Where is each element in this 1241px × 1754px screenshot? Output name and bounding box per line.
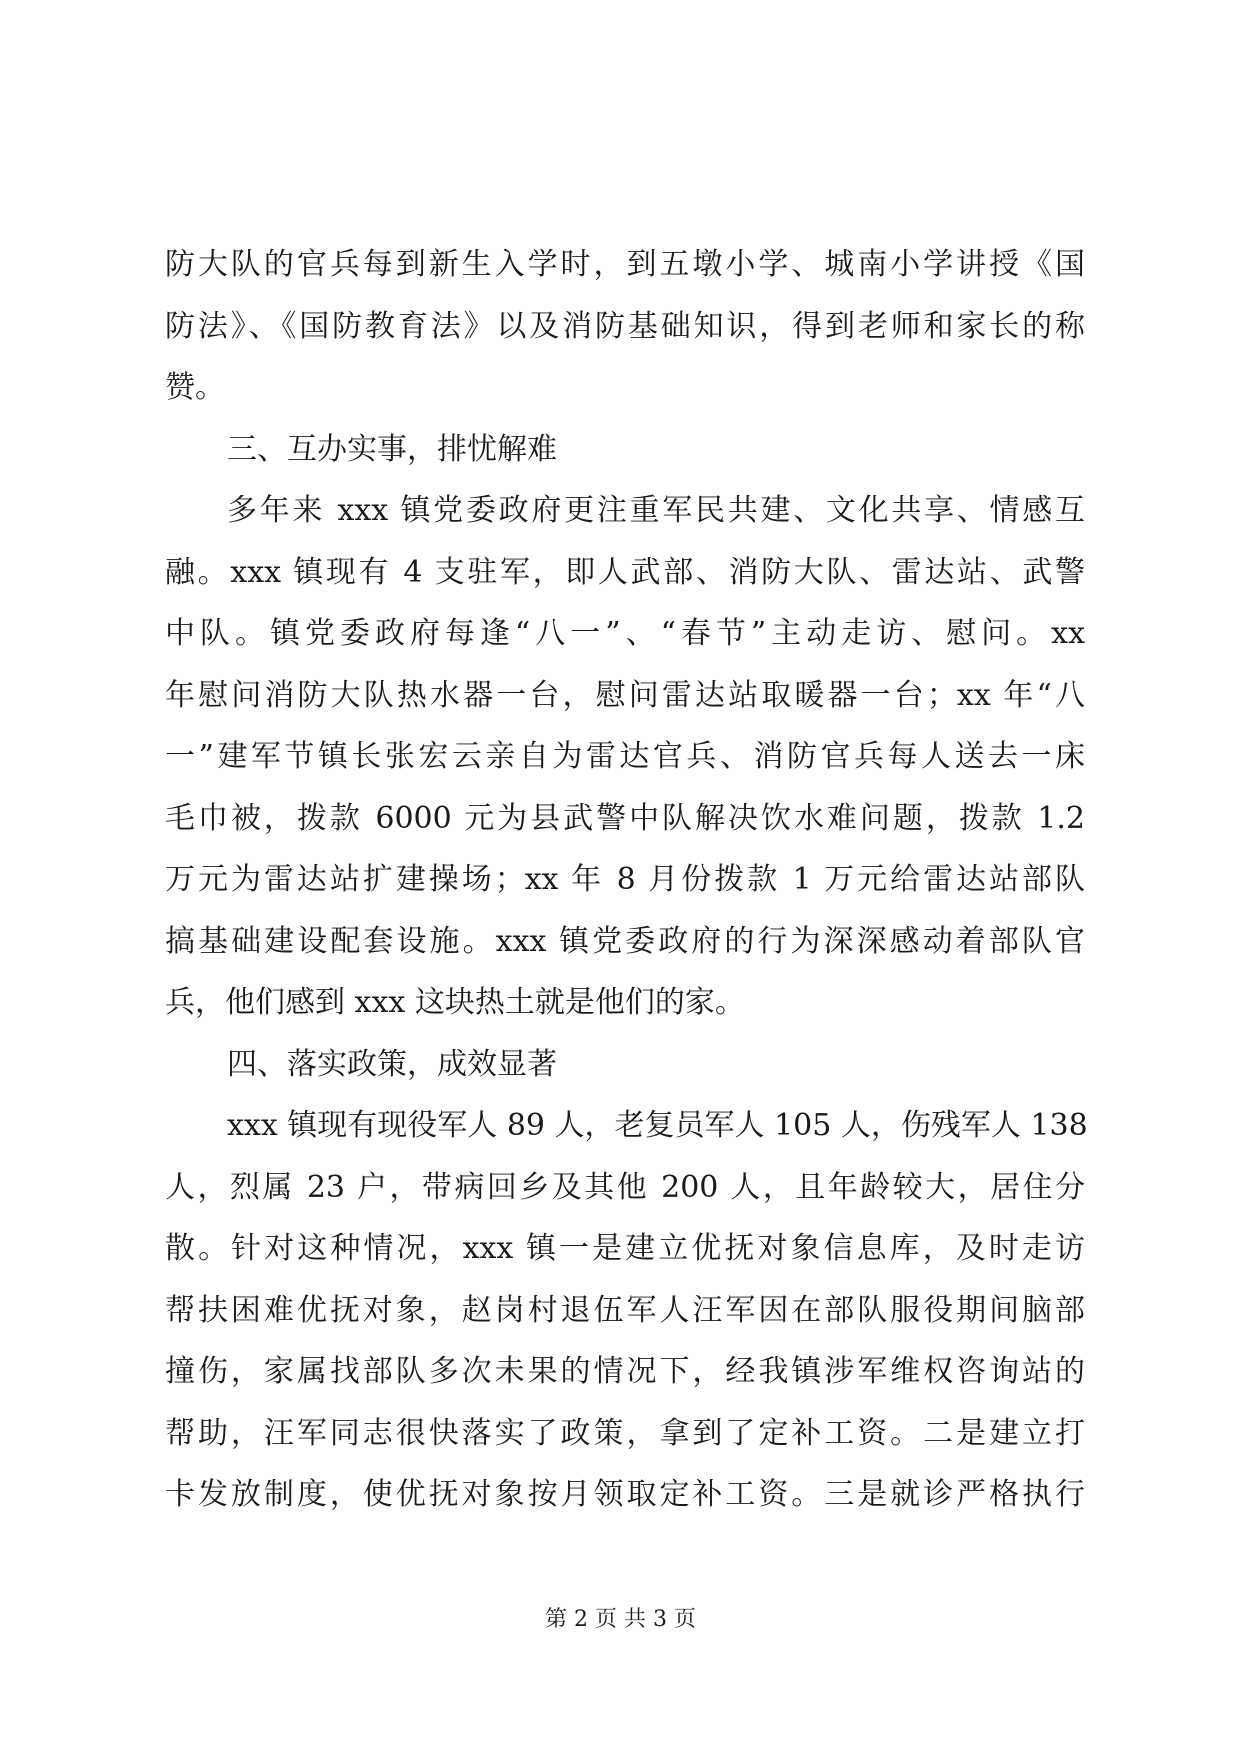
- text-line: 中队。镇党委政府每逢“八一”、“春节”主动走访、慰问。xx: [165, 616, 1085, 651]
- text-line: 卡发放制度，使优抚对象按月领取定补工资。三是就诊严格执行: [165, 1477, 1085, 1512]
- text-line: 撞伤，家属找部队多次未果的情况下，经我镇涉军维权咨询站的: [165, 1354, 1085, 1389]
- text-line: 年慰问消防大队热水器一台，慰问雷达站取暖器一台；xx 年“八: [165, 677, 1085, 713]
- text-line: 帮助，汪军同志很快落实了政策，拿到了定补工资。二是建立打: [165, 1415, 1085, 1451]
- text-line: 融。xxx 镇现有 4 支驻军，即人武部、消防大队、雷达站、武警: [165, 554, 1085, 590]
- text-line: 万元为雷达站扩建操场；xx 年 8 月份拨款 1 万元给雷达站部队: [165, 862, 1085, 897]
- text-line: 多年来 xxx 镇党委政府更注重军民共建、文化共享、情感互: [227, 493, 1085, 528]
- section-heading: 四、落实政策，成效显著: [227, 1046, 557, 1082]
- text-line: 一”建军节镇长张宏云亲自为雷达官兵、消防官兵每人送去一床: [165, 739, 1085, 774]
- document-body: [165, 234, 1088, 1526]
- text-line: 人，烈属 23 户，带病回乡及其他 200 人，且年龄较大，居住分: [165, 1169, 1085, 1205]
- text-line: 防法》、《国防教育法》以及消防基础知识，得到老师和家长的称: [165, 308, 1085, 344]
- text-line: 毛巾被，拨款 6000 元为县武警中队解决饮水难问题，拨款 1.2: [165, 800, 1085, 836]
- text-line: 帮扶困难优抚对象，赵岗村退伍军人汪军因在部队服役期间脑部: [165, 1292, 1085, 1328]
- section-heading: 三、互办实事，排忧解难: [227, 431, 557, 467]
- text-line: 赞。: [165, 370, 225, 405]
- text-line: 兵，他们感到 xxx 这块热土就是他们的家。: [165, 985, 745, 1020]
- text-line: 散。针对这种情况，xxx 镇一是建立优抚对象信息库，及时走访: [165, 1231, 1085, 1266]
- text-line: 搞基础建设配套设施。xxx 镇党委政府的行为深深感动着部队官: [165, 923, 1085, 959]
- text-line: xxx 镇现有现役军人 89 人，老复员军人 105 人，伤残军人 138: [227, 1108, 1088, 1143]
- text-line: 防大队的官兵每到新生入学时，到五墩小学、城南小学讲授《国: [165, 247, 1085, 282]
- page-number-footer: 第 2 页 共 3 页: [545, 1607, 696, 1632]
